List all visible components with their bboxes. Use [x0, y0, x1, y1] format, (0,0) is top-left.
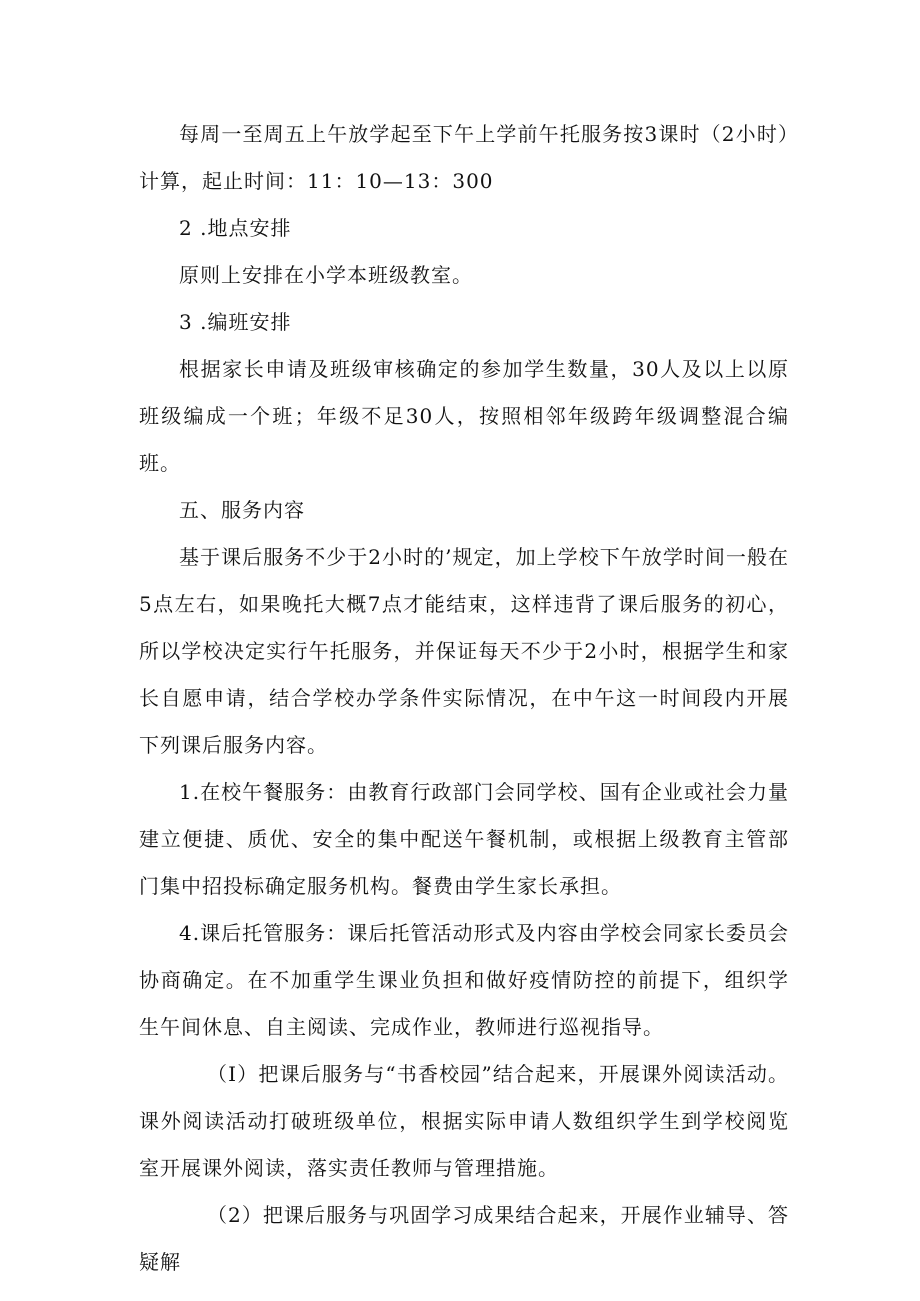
document-body — [139, 111, 789, 1286]
paragraph-custody-service: 4.课后托管服务：课后托管活动形式及内容由学校会同家长委员会协商确定。在不加重学生课业负担和做好疫情防控的前提下，组织学生午间休息、自主阅读、完成作业，教师进行巡视指导。 — [139, 921, 789, 1039]
heading-class-arrangement: 3 .编班安排 — [179, 310, 292, 334]
heading-service-content: 五、服务内容 — [179, 498, 305, 522]
paragraph-lunch-hours: 每周一至周五上午放学起至下午上学前午托服务按3课时（2小时）计算，起止时间：11：10—13：300 — [139, 122, 789, 193]
heading-location: 2 .地点安排 — [179, 216, 292, 240]
paragraph-service-rationale: 基于课后服务不少于2小时的’规定，加上学校下午放学时间一般在5点左右，如果晚托大概7点才能结束，这样违背了课后服务的初心，所以学校决定实行午托服务，并保证每天不少于2小时，根据学生和家长自愿申请，结合学校办学条件实际情况，在中午这一时间段内开展下列课后服务内容。 — [139, 545, 789, 757]
paragraph-class-arrangement: 根据家长申请及班级审核确定的参加学生数量，30人及以上以原班级编成一个班；年级不足30人，按照相邻年级跨年级调整混合编班。 — [139, 357, 789, 475]
paragraph-lunch-service: 1.在校午餐服务：由教育行政部门会同学校、国有企业或社会力量建立便捷、质优、安全的集中配送午餐机制，或根据上级教育主管部门集中招投标确定服务机构。餐费由学生家长承担。 — [139, 780, 789, 898]
paragraph-location: 原则上安排在小学本班级教室。 — [179, 263, 473, 287]
paragraph-homework-support: （2）把课后服务与巩固学习成果结合起来，开展作业辅导、答疑解 — [139, 1203, 789, 1274]
paragraph-reading-activity: （I）把课后服务与“书香校园”结合起来，开展课外阅读活动。课外阅读活动打破班级单位，根据实际申请人数组织学生到学校阅览室开展课外阅读，落实责任教师与管理措施。 — [139, 1062, 789, 1180]
